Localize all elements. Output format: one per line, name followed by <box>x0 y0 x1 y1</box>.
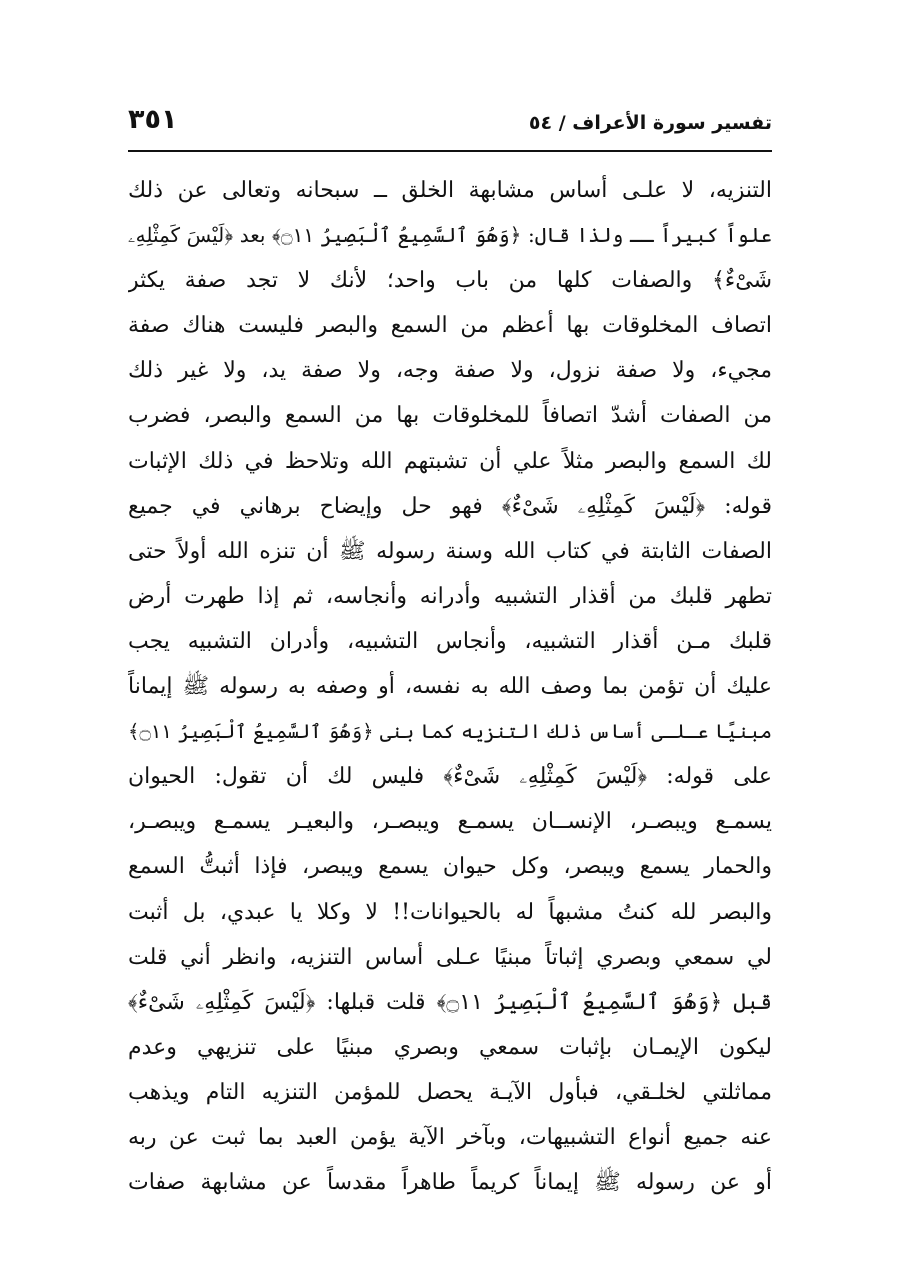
page-number: ٣٥١ <box>128 104 178 135</box>
text-line: يسمـع ويبصـر، الإنســان يسمـع ويبصـر، والبعيـر يسمـع ويبصـر، <box>128 809 772 835</box>
text-line: تطهر قلبك من أقذار التشبيه وأدرانه وأنجاسه، ثم إذا طهرت أرض <box>128 583 772 609</box>
text-line: قوله: ﴿لَيْسَ كَمِثْلِهِۦ شَىْءٌ﴾ فهو حل وإيضاح برهاني في جميع <box>128 493 772 519</box>
text-line: علواً كبيراً ــ ولذا قال: ﴿وَهُوَ ٱلسَّمِيعُ ٱلْبَصِيرُ ۝١١﴾ بعد ﴿لَيْسَ كَمِثْلِهِۦ <box>128 223 772 248</box>
text-line: والحمار يسمع ويبصر، وكل حيوان يسمع ويبصر، فإذا أثبتُّ السمع <box>128 854 772 880</box>
text-line: على قوله: ﴿لَيْسَ كَمِثْلِهِۦ شَىْءٌ﴾ فليس لك أن تقول: الحيوان <box>128 764 772 790</box>
text-line: لك السمع والبصر مثلاً علي أن تشبتهم الله وتلاحظ في ذلك الإثبات <box>128 448 772 474</box>
text-line: لي سمعي وبصري إثباتاً مبنيًا عـلى أساس التنزيه، وانظر أني قلت <box>128 944 772 970</box>
text-line: اتصاف المخلوقات بها أعظم من السمع والبصر فليست هناك صفة <box>128 313 772 339</box>
page-header <box>128 104 772 150</box>
main-text <box>128 168 772 1205</box>
header-divider <box>128 150 772 152</box>
text-line: والبصر لله كنتُ مشبهاً له بالحيوانات!! لا وكلا يا عبدي، بل أثبت <box>128 899 772 925</box>
text-line: أو عن رسوله ﷺ إيماناً كريماً طاهراً مقدساً عن مشابهة صفات <box>128 1170 772 1196</box>
text-line: مبنيًا عـلـى أساس ذلك التنزيه كما بنى ﴿وَهُوَ ٱلسَّمِيعُ ٱلْبَصِيرُ ۝١١﴾ <box>128 720 772 744</box>
text-line: من الصفات أشدّ اتصافاً للمخلوقات بها من السمع والبصر، فضرب <box>128 403 772 429</box>
text-line: التنزيه، لا علـى أساس مشابهة الخلق ــ سبحانه وتعالى عن ذلك <box>128 178 772 203</box>
text-line: مماثلتي لخلـقي، فبأول الآيـة يحصل للمؤمن التنزيه التام ويذهب <box>128 1079 772 1105</box>
text-line: عليك أن تؤمن بما وصف الله به نفسه، أو وصفه به رسوله ﷺ إيماناً <box>128 674 772 700</box>
text-line: ليكون الإيمـان بإثبات سمعي وبصري مبنيًا على تنزيهي وعدم <box>128 1034 772 1060</box>
text-line: قبل ﴿وَهُوَ ٱلسَّمِيعُ ٱلْبَصِيرُ ۝١١﴾ قلت قبلها: ﴿لَيْسَ كَمِثْلِهِۦ شَىْءٌ﴾ <box>128 989 772 1015</box>
text-line: مجيء، ولا صفة نزول، ولا صفة وجه، ولا صفة يد، ولا غير ذلك <box>128 358 772 384</box>
text-line: عنه جميع أنواع التشبيهات، وبآخر الآية يؤمن العبد بما ثبت عن ربه <box>128 1124 772 1150</box>
text-line: الصفات الثابتة في كتاب الله وسنة رسوله ﷺ أن تنزه الله أولاً حتى <box>128 538 772 564</box>
text-line: شَىْءٌ﴾ والصفات كلها من باب واحد؛ لأنك لا تجد صفة يكثر <box>128 268 772 294</box>
running-header-title: تفسير سورة الأعراف / ٥٤ <box>528 112 772 134</box>
text-line: قلبك مـن أقذار التشبيه، وأنجاس التشبيه، وأدران التشبيه يجب <box>128 628 772 654</box>
